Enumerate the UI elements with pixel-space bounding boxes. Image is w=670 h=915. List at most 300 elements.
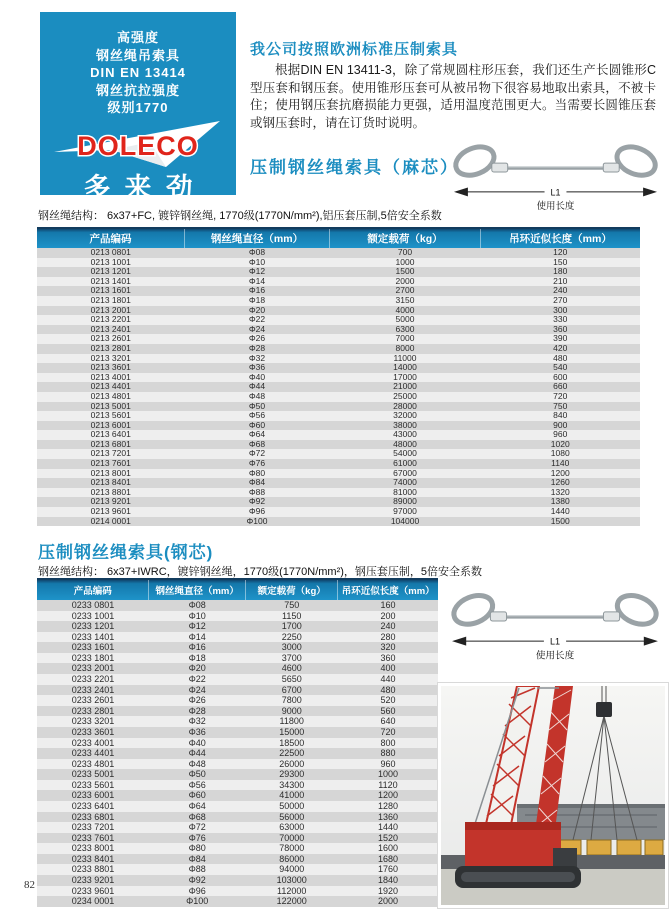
page-number: 82 — [24, 879, 35, 891]
table-cell: 4000 — [330, 306, 481, 316]
table-cell: Φ08 — [185, 248, 330, 258]
table-cell: 440 — [338, 674, 438, 685]
table-cell: 0233 6001 — [37, 790, 149, 801]
table-cell: 1140 — [481, 459, 641, 469]
table-cell: 67000 — [330, 469, 481, 479]
table-cell: 61000 — [330, 459, 481, 469]
table-cell: 1200 — [481, 469, 641, 479]
table-cell: 0233 2801 — [37, 706, 149, 717]
table-cell: 880 — [338, 748, 438, 759]
table-cell: Φ48 — [185, 392, 330, 402]
table-cell: 0213 7201 — [37, 449, 185, 459]
table-row — [37, 632, 438, 643]
table-cell: 0233 1801 — [37, 653, 149, 664]
table-cell: 81000 — [330, 488, 481, 498]
table-cell: 0233 9201 — [37, 875, 149, 886]
table-cell: 4600 — [245, 663, 338, 674]
table-cell: 1760 — [338, 864, 438, 875]
table-row — [37, 325, 640, 335]
table-cell: 1500 — [330, 267, 481, 277]
hemp-table-body — [37, 248, 640, 526]
table-cell: Φ80 — [149, 843, 246, 854]
table-row — [37, 507, 640, 517]
table-cell: 0233 1201 — [37, 621, 149, 632]
text-line: 高强度 — [116, 30, 159, 45]
table-cell: 0233 5601 — [37, 780, 149, 791]
table-cell: 17000 — [330, 373, 481, 383]
intro-heading: 我公司按照欧洲标准压制索具 — [250, 41, 459, 58]
table-cell: 32000 — [330, 411, 481, 421]
crane-body-shade — [465, 822, 561, 830]
logo-chinese-name: 多来劲 — [83, 172, 207, 203]
table-row — [37, 354, 640, 364]
table-row — [37, 896, 438, 907]
table-cell: 0233 7201 — [37, 822, 149, 833]
table-cell: 112000 — [245, 886, 338, 897]
table-row — [37, 642, 438, 653]
table-cell: 480 — [338, 685, 438, 696]
table-cell: 14000 — [330, 363, 481, 373]
table-cell: 43000 — [330, 430, 481, 440]
table-cell: 0213 9201 — [37, 497, 185, 507]
hemp-table-head — [37, 228, 640, 248]
table-cell: Φ36 — [149, 727, 246, 738]
table-cell: 900 — [481, 421, 641, 431]
hemp-core-table — [37, 227, 640, 526]
table-cell: Φ10 — [185, 258, 330, 268]
table-row — [37, 653, 438, 664]
table-cell: 97000 — [330, 507, 481, 517]
table-cell: 0234 0001 — [37, 896, 149, 907]
column-header: 钢丝绳直径（mm） — [149, 579, 246, 600]
table-row — [37, 517, 640, 527]
table-row — [37, 727, 438, 738]
table-cell: 0213 2001 — [37, 306, 185, 316]
table-cell: Φ18 — [185, 296, 330, 306]
crane-photo-illustration — [441, 686, 665, 905]
section-steel-heading: 压制钢丝绳索具(钢芯) — [38, 543, 214, 562]
table-cell: 1320 — [481, 488, 641, 498]
table-cell: 0233 1001 — [37, 611, 149, 622]
table-cell: 0213 1201 — [37, 267, 185, 277]
table-cell: 300 — [481, 306, 641, 316]
doleco-logo — [50, 120, 226, 168]
table-cell: 280 — [338, 632, 438, 643]
table-row — [37, 822, 438, 833]
arrowhead-right — [644, 637, 658, 646]
table-cell: Φ84 — [185, 478, 330, 488]
table-cell: Φ92 — [149, 875, 246, 886]
sling-left-eye — [452, 142, 499, 181]
table-cell: 1000 — [330, 258, 481, 268]
table-cell: 7800 — [245, 695, 338, 706]
table-cell: 0213 6401 — [37, 430, 185, 440]
section-hemp-heading: 压制钢丝绳索具（麻芯） — [250, 158, 459, 177]
table-cell: Φ32 — [149, 716, 246, 727]
table-row — [37, 759, 438, 770]
table-cell: 0213 3601 — [37, 363, 185, 373]
table-cell: 22500 — [245, 748, 338, 759]
table-cell: 86000 — [245, 854, 338, 865]
table-cell: Φ88 — [149, 864, 246, 875]
table-cell: Φ56 — [149, 780, 246, 791]
arrowhead-left — [452, 637, 466, 646]
table-row — [37, 286, 640, 296]
table-cell: 48000 — [330, 440, 481, 450]
table-row — [37, 790, 438, 801]
table-cell: 5650 — [245, 674, 338, 685]
table-cell: 0213 8001 — [37, 469, 185, 479]
dimension-label: L1 — [550, 187, 561, 198]
table-row — [37, 306, 640, 316]
table-cell: 0233 4801 — [37, 759, 149, 770]
sling-diagram-hemp — [448, 141, 663, 213]
rope-structure-steel: 钢丝绳结构： 6x37+IWRC，镀锌钢丝绳，1770级(1770N/mm²)，钢压套压制，5倍安全系数 — [38, 566, 483, 578]
table-cell: 0233 2401 — [37, 685, 149, 696]
table-cell: 70000 — [245, 833, 338, 844]
table-cell: Φ14 — [185, 277, 330, 287]
table-cell: 1600 — [338, 843, 438, 854]
steel-table-head — [37, 579, 438, 600]
table-row — [37, 812, 438, 823]
table-cell: 2000 — [338, 896, 438, 907]
table-cell: Φ44 — [149, 748, 246, 759]
table-cell: 0233 6801 — [37, 812, 149, 823]
table-cell: Φ96 — [149, 886, 246, 897]
table-row — [37, 449, 640, 459]
table-row — [37, 875, 438, 886]
table-cell: 29300 — [245, 769, 338, 780]
table-cell: Φ32 — [185, 354, 330, 364]
table-cell: Φ40 — [149, 738, 246, 749]
table-cell: Φ50 — [185, 402, 330, 412]
table-cell: 7000 — [330, 334, 481, 344]
table-cell: 800 — [338, 738, 438, 749]
table-cell: 1020 — [481, 440, 641, 450]
table-row — [37, 382, 640, 392]
table-cell: 160 — [338, 600, 438, 611]
table-cell: Φ72 — [185, 449, 330, 459]
table-cell: Φ36 — [185, 363, 330, 373]
table-row — [37, 411, 640, 421]
steel-table-body — [37, 600, 438, 907]
brand-text-lines — [40, 12, 236, 117]
crane-cab — [553, 848, 577, 868]
table-cell: 210 — [481, 277, 641, 287]
text-line: DIN EN 13414 — [90, 65, 186, 80]
table-cell: Φ80 — [185, 469, 330, 479]
logo-wordmark: DOLECO — [77, 130, 199, 161]
table-cell: 960 — [481, 430, 641, 440]
table-cell: 720 — [338, 727, 438, 738]
table-cell: 3000 — [245, 642, 338, 653]
table-row — [37, 402, 640, 412]
table-cell: 74000 — [330, 478, 481, 488]
table-cell: 11800 — [245, 716, 338, 727]
table-row — [37, 459, 640, 469]
table-cell: 21000 — [330, 382, 481, 392]
table-cell: 960 — [338, 759, 438, 770]
dimension-label: L1 — [549, 636, 561, 647]
table-cell: Φ14 — [149, 632, 246, 643]
table-cell: 240 — [338, 621, 438, 632]
table-row — [37, 769, 438, 780]
table-cell: 390 — [481, 334, 641, 344]
table-cell: 78000 — [245, 843, 338, 854]
table-cell: 330 — [481, 315, 641, 325]
table-cell: 0213 4801 — [37, 392, 185, 402]
ferrule-right — [603, 163, 619, 172]
table-cell: Φ68 — [185, 440, 330, 450]
table-cell: 560 — [338, 706, 438, 717]
table-cell: 640 — [338, 716, 438, 727]
table-cell: Φ08 — [149, 600, 246, 611]
column-header: 产品编码 — [37, 579, 149, 600]
table-cell: 0213 2201 — [37, 315, 185, 325]
table-cell: Φ64 — [149, 801, 246, 812]
table-row — [37, 440, 640, 450]
table-cell: 0213 0801 — [37, 248, 185, 258]
table-cell: 2000 — [330, 277, 481, 287]
table-cell: 0213 4401 — [37, 382, 185, 392]
table-row — [37, 478, 640, 488]
table-row — [37, 780, 438, 791]
table-cell: 0213 1801 — [37, 296, 185, 306]
table-cell: Φ24 — [149, 685, 246, 696]
table-cell: 6700 — [245, 685, 338, 696]
sling-diagram-steel — [446, 586, 664, 666]
table-cell: 0233 2001 — [37, 663, 149, 674]
usage-length-label: 使用长度 — [536, 200, 575, 212]
table-row — [37, 611, 438, 622]
table-row — [37, 600, 438, 611]
table-row — [37, 738, 438, 749]
steel-core-table — [37, 578, 438, 907]
table-cell: 0213 2601 — [37, 334, 185, 344]
table-cell: Φ100 — [185, 517, 330, 527]
table-cell: Φ56 — [185, 411, 330, 421]
table-cell: 1520 — [338, 833, 438, 844]
column-header: 产品编码 — [37, 228, 185, 248]
table-cell: 0213 2401 — [37, 325, 185, 335]
hook-block — [596, 702, 612, 717]
table-cell: 1700 — [245, 621, 338, 632]
table-cell: Φ18 — [149, 653, 246, 664]
table-cell: Φ60 — [149, 790, 246, 801]
table-cell: Φ44 — [185, 382, 330, 392]
table-row — [37, 621, 438, 632]
table-row — [37, 833, 438, 844]
sling-right-eye — [613, 590, 660, 629]
table-cell: 0233 5001 — [37, 769, 149, 780]
table-cell: Φ26 — [185, 334, 330, 344]
table-cell: 240 — [481, 286, 641, 296]
table-cell: Φ22 — [149, 674, 246, 685]
table-row — [37, 843, 438, 854]
table-cell: Φ26 — [149, 695, 246, 706]
table-row — [37, 258, 640, 268]
table-cell: Φ88 — [185, 488, 330, 498]
table-cell: 6300 — [330, 325, 481, 335]
table-cell: 2250 — [245, 632, 338, 643]
table-cell: 3150 — [330, 296, 481, 306]
table-cell: Φ76 — [185, 459, 330, 469]
table-cell: 480 — [481, 354, 641, 364]
table-cell: 0213 1401 — [37, 277, 185, 287]
table-cell: 700 — [330, 248, 481, 258]
ferrule-left — [490, 612, 506, 621]
table-row — [37, 344, 640, 354]
table-cell: Φ22 — [185, 315, 330, 325]
table-cell: 0213 6001 — [37, 421, 185, 431]
table-cell: 320 — [338, 642, 438, 653]
table-cell: Φ10 — [149, 611, 246, 622]
table-row — [37, 488, 640, 498]
table-cell: 56000 — [245, 812, 338, 823]
table-cell: Φ24 — [185, 325, 330, 335]
table-cell: 750 — [481, 402, 641, 412]
table-cell: 150 — [481, 258, 641, 268]
table-cell: 0233 3601 — [37, 727, 149, 738]
table-cell: 1380 — [481, 497, 641, 507]
table-cell: 200 — [338, 611, 438, 622]
table-cell: Φ48 — [149, 759, 246, 770]
table-cell: 18500 — [245, 738, 338, 749]
table-cell: 0233 9601 — [37, 886, 149, 897]
table-cell: 0233 8401 — [37, 854, 149, 865]
table-cell: 0233 4001 — [37, 738, 149, 749]
table-cell: 0213 6801 — [37, 440, 185, 450]
table-cell: 1000 — [338, 769, 438, 780]
table-cell: 0233 1601 — [37, 642, 149, 653]
table-cell: 1440 — [338, 822, 438, 833]
table-cell: 0214 0001 — [37, 517, 185, 527]
table-cell: 3700 — [245, 653, 338, 664]
usage-length-label: 使用长度 — [535, 650, 575, 662]
table-cell: 420 — [481, 344, 641, 354]
table-row — [37, 267, 640, 277]
table-cell: 0213 5001 — [37, 402, 185, 412]
text-line: 钢丝抗拉强度 — [95, 82, 180, 98]
table-cell: Φ100 — [149, 896, 246, 907]
table-cell: 180 — [481, 267, 641, 277]
table-cell: 15000 — [245, 727, 338, 738]
table-cell: Φ72 — [149, 822, 246, 833]
table-row — [37, 248, 640, 258]
column-header: 钢丝绳直径（mm） — [185, 228, 330, 248]
header-row — [37, 228, 640, 248]
table-cell: Φ20 — [149, 663, 246, 674]
ferrule-left — [492, 163, 508, 172]
crawler-track-inner — [461, 872, 575, 882]
table-row — [37, 706, 438, 717]
table-cell: 0233 6401 — [37, 801, 149, 812]
table-cell: 1840 — [338, 875, 438, 886]
table-cell: 38000 — [330, 421, 481, 431]
table-cell: Φ68 — [149, 812, 246, 823]
table-cell: 41000 — [245, 790, 338, 801]
table-cell: 9000 — [245, 706, 338, 717]
text-line: 钢丝绳吊索具 — [95, 47, 180, 63]
sling-right-eye — [613, 142, 660, 181]
table-row — [37, 801, 438, 812]
table-row — [37, 886, 438, 897]
table-cell: 0233 7601 — [37, 833, 149, 844]
table-cell: 1150 — [245, 611, 338, 622]
table-cell: 0233 8001 — [37, 843, 149, 854]
table-row — [37, 497, 640, 507]
table-cell: 50000 — [245, 801, 338, 812]
table-cell: 26000 — [245, 759, 338, 770]
table-cell: 1360 — [338, 812, 438, 823]
table-row — [37, 674, 438, 685]
column-header: 额定载荷（kg） — [245, 579, 338, 600]
table-cell: 0233 2201 — [37, 674, 149, 685]
table-cell: 0213 1601 — [37, 286, 185, 296]
table-row — [37, 716, 438, 727]
table-cell: 1440 — [481, 507, 641, 517]
table-row — [37, 663, 438, 674]
table-row — [37, 392, 640, 402]
table-cell: Φ92 — [185, 497, 330, 507]
table-cell: 122000 — [245, 896, 338, 907]
table-cell: 0233 1401 — [37, 632, 149, 643]
table-cell: 400 — [338, 663, 438, 674]
column-header: 吊环近似长度（mm） — [338, 579, 438, 600]
table-row — [37, 469, 640, 479]
arrowhead-right — [643, 187, 657, 196]
table-cell: Φ16 — [149, 642, 246, 653]
table-row — [37, 854, 438, 865]
table-cell: 8000 — [330, 344, 481, 354]
table-cell: 0233 8801 — [37, 864, 149, 875]
table-row — [37, 864, 438, 875]
table-cell: 520 — [338, 695, 438, 706]
table-cell: 1920 — [338, 886, 438, 897]
table-cell: 600 — [481, 373, 641, 383]
table-row — [37, 695, 438, 706]
table-cell: Φ76 — [149, 833, 246, 844]
table-cell: 0213 8801 — [37, 488, 185, 498]
table-cell: Φ16 — [185, 286, 330, 296]
ferrule-right — [603, 612, 619, 621]
table-cell: Φ60 — [185, 421, 330, 431]
column-header: 额定载荷（kg） — [330, 228, 481, 248]
crane-photo — [437, 682, 669, 909]
brand-box — [40, 12, 236, 203]
table-cell: Φ28 — [149, 706, 246, 717]
table-cell: 34300 — [245, 780, 338, 791]
table-cell: 0213 3201 — [37, 354, 185, 364]
table-cell: 0213 7601 — [37, 459, 185, 469]
table-cell: 0213 5601 — [37, 411, 185, 421]
table-row — [37, 685, 438, 696]
table-row — [37, 748, 438, 759]
table-cell: Φ96 — [185, 507, 330, 517]
table-cell: 1200 — [338, 790, 438, 801]
table-cell: 2700 — [330, 286, 481, 296]
table-row — [37, 421, 640, 431]
table-cell: 540 — [481, 363, 641, 373]
table-cell: 840 — [481, 411, 641, 421]
table-cell: 28000 — [330, 402, 481, 412]
intro-paragraph: 根据DIN EN 13411-3，除了常规圆柱形压套，我们还生产长圆锥形C型压套和钢压套。使用锥形压套可从被吊物下很容易地取出索具，不被卡住；使用钢压套抗磨损能力更强，适用温度范围更大。当需要长圆锥压套或钢压套时，请在订货时说明。 — [250, 63, 656, 130]
table-cell: 1280 — [338, 801, 438, 812]
table-cell: 360 — [338, 653, 438, 664]
column-header: 吊环近似长度（mm） — [481, 228, 641, 248]
sling-left-eye — [450, 590, 497, 629]
table-cell: 0213 2801 — [37, 344, 185, 354]
